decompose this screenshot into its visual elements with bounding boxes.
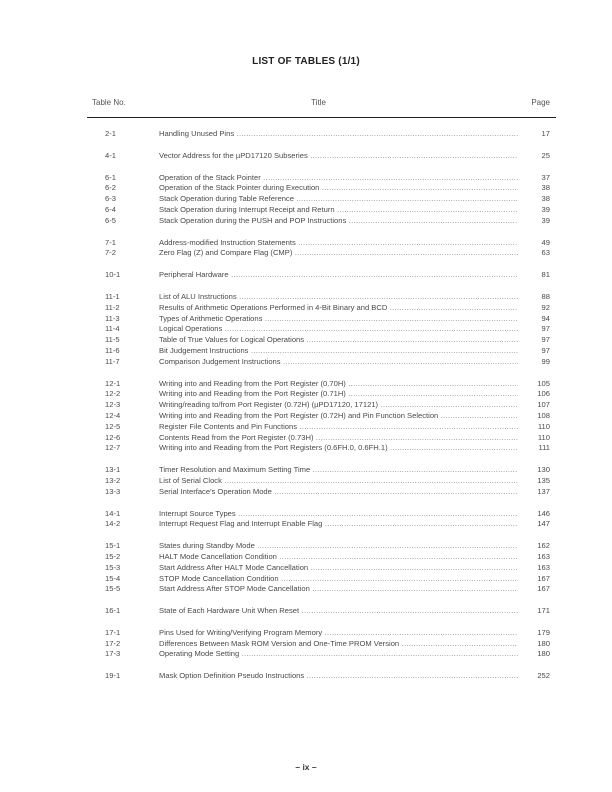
table-row[interactable] (0, 649, 612, 660)
table-row[interactable] (0, 314, 612, 325)
table-number: 16-1 (105, 606, 121, 616)
page-number-cell: 147 (537, 519, 550, 529)
page-number-cell: 252 (537, 671, 550, 681)
table-row[interactable] (0, 465, 612, 476)
page-number-cell: 88 (541, 291, 550, 301)
table-number: 15-2 (105, 551, 121, 561)
table-row[interactable] (0, 216, 612, 227)
table-title: Timer Resolution and Maximum Setting Time ..... (159, 465, 518, 476)
table-row[interactable] (0, 379, 612, 390)
table-title: Contents Read from the Port Register (0.73H) ..... (159, 433, 518, 444)
page-number-cell: 106 (537, 389, 550, 399)
table-row[interactable] (0, 422, 612, 433)
table-number: 15-4 (105, 573, 121, 583)
table-group (0, 238, 612, 260)
table-number: 19-1 (105, 671, 121, 681)
table-row[interactable] (0, 487, 612, 498)
page-number-cell: 108 (537, 410, 550, 420)
table-row[interactable] (0, 519, 612, 530)
table-number: 6-2 (105, 183, 116, 193)
table-list (0, 129, 612, 693)
table-row[interactable] (0, 238, 612, 249)
table-number: 14-1 (105, 508, 121, 518)
table-number: 11-5 (105, 335, 120, 345)
table-row[interactable] (0, 389, 612, 400)
table-row[interactable] (0, 476, 612, 487)
page-number-cell: 105 (537, 378, 550, 388)
table-row[interactable] (0, 574, 612, 585)
table-title: Table of True Values for Logical Operations ..... (159, 335, 518, 346)
page-number-cell: 17 (541, 129, 550, 138)
table-row[interactable] (0, 270, 612, 281)
table-row[interactable] (0, 151, 612, 162)
table-title: Mask Option Definition Pseudo Instructions ..... (159, 671, 518, 682)
table-title: STOP Mode Cancellation Condition ..... (159, 574, 518, 585)
table-title: State of Each Hardware Unit When Reset ..... (159, 606, 518, 617)
table-group (0, 129, 612, 140)
table-group (0, 173, 612, 227)
page-number-cell: 25 (541, 150, 550, 160)
table-number: 11-6 (105, 345, 120, 355)
table-group (0, 379, 612, 455)
table-title: Stack Operation during the PUSH and POP Instructions ..... (159, 216, 518, 227)
page-number-cell: 167 (537, 573, 550, 583)
page-number-cell: 49 (541, 237, 550, 247)
page-number-cell: 180 (537, 638, 550, 648)
table-title: Stack Operation during Interrupt Receipt and Return ..... (159, 205, 518, 216)
table-number: 12-3 (105, 400, 121, 410)
page-number-cell: 97 (541, 335, 550, 345)
table-title: Operation of the Stack Pointer ..... (159, 173, 518, 184)
table-row[interactable] (0, 324, 612, 335)
table-row[interactable] (0, 173, 612, 184)
table-number: 6-1 (105, 172, 116, 182)
page-number-cell: 180 (537, 649, 550, 659)
page-number-cell: 63 (541, 248, 550, 258)
page-number-cell: 163 (537, 551, 550, 561)
page-number-cell: 167 (537, 584, 550, 594)
page-number-cell: 97 (541, 324, 550, 334)
table-title: Peripheral Hardware ..... (159, 270, 518, 281)
table-row[interactable] (0, 400, 612, 411)
table-title: Start Address After HALT Mode Cancellation ..... (159, 563, 518, 574)
page-number-cell: 110 (537, 421, 550, 431)
table-group (0, 270, 612, 281)
page-number-cell: 146 (537, 508, 550, 518)
table-number: 11-1 (105, 291, 120, 301)
page-number-cell: 81 (541, 270, 550, 280)
table-row[interactable] (0, 303, 612, 314)
table-title: Writing/reading to/from Port Register (0.72H) (µPD17120, 17121) ..... (159, 400, 518, 411)
table-row[interactable] (0, 194, 612, 205)
table-number: 15-1 (105, 541, 121, 551)
page-number-cell: 37 (541, 172, 550, 182)
table-title: Stack Operation during Table Reference ..... (159, 194, 518, 205)
table-title: Writing into and Reading from the Port Register (0.70H) ..... (159, 379, 518, 390)
table-number: 11-3 (105, 313, 120, 323)
table-number: 11-2 (105, 302, 120, 312)
header-rule (87, 117, 556, 118)
page-number-cell: 137 (537, 486, 550, 496)
table-group (0, 671, 612, 682)
page-number-cell: 39 (541, 215, 550, 225)
header-page: Page (531, 98, 550, 107)
page-number-cell: 111 (538, 443, 550, 453)
table-number: 6-3 (105, 194, 116, 204)
page-number-cell: 171 (537, 606, 550, 616)
page-number-cell: 99 (541, 356, 550, 366)
table-group (0, 509, 612, 531)
page-title: LIST OF TABLES (1/1) (252, 56, 360, 67)
table-number: 13-2 (105, 475, 121, 485)
table-row[interactable] (0, 248, 612, 259)
table-row[interactable] (0, 129, 612, 140)
table-title: Results of Arithmetic Operations Performed in 4-Bit Binary and BCD ..... (159, 303, 518, 314)
table-row[interactable] (0, 433, 612, 444)
table-title: Writing into and Reading from the Port Registers (0.6FH.0, 0.6FH.1) ..... (159, 443, 518, 454)
table-number: 10-1 (105, 270, 121, 280)
table-row[interactable] (0, 628, 612, 639)
table-number: 17-3 (105, 649, 121, 659)
table-row[interactable] (0, 509, 612, 520)
table-row[interactable] (0, 639, 612, 650)
header-title: Title (311, 98, 326, 107)
table-row[interactable] (0, 552, 612, 563)
table-number: 13-1 (105, 465, 121, 475)
table-group (0, 292, 612, 368)
table-title: Serial Interface's Operation Mode ..... (159, 487, 518, 498)
page-number-cell: 163 (537, 562, 550, 572)
table-title: Interrupt Source Types ..... (159, 509, 518, 520)
page-number-cell: 107 (537, 400, 550, 410)
table-title: Types of Arithmetic Operations ..... (159, 314, 518, 325)
table-number: 2-1 (105, 129, 116, 138)
table-title: Handling Unused Pins ..... (159, 129, 518, 140)
page-number-cell: 130 (537, 465, 550, 475)
page-number-cell: 39 (541, 204, 550, 214)
page-number-cell: 38 (541, 183, 550, 193)
table-row[interactable] (0, 563, 612, 574)
page-number: – ix – (295, 762, 317, 772)
table-number: 11-4 (105, 324, 120, 334)
table-number: 12-6 (105, 432, 121, 442)
table-row[interactable] (0, 541, 612, 552)
table-group (0, 151, 612, 162)
table-number: 7-2 (105, 248, 116, 258)
table-group (0, 628, 612, 660)
table-row[interactable] (0, 606, 612, 617)
page-number-cell: 97 (541, 345, 550, 355)
table-row[interactable] (0, 671, 612, 682)
table-group (0, 541, 612, 595)
table-title: Differences Between Mask ROM Version and One-Time PROM Version ..... (159, 639, 518, 650)
table-row[interactable] (0, 584, 612, 595)
table-number: 15-3 (105, 562, 121, 572)
page-number-cell: 38 (541, 194, 550, 204)
table-title: Address-modified Instruction Statements ..... (159, 238, 518, 249)
table-row[interactable] (0, 443, 612, 454)
table-header (86, 98, 551, 112)
table-title: States during Standby Mode ..... (159, 541, 518, 552)
table-title: HALT Mode Cancellation Condition ..... (159, 552, 518, 563)
table-group (0, 465, 612, 497)
table-row[interactable] (0, 411, 612, 422)
header-table-no: Table No. (92, 98, 126, 107)
table-number: 12-2 (105, 389, 121, 399)
table-title: Operating Mode Setting ..... (159, 649, 518, 660)
table-title: Writing into and Reading from the Port Register (0.72H) and Pin Function Selection ..... (159, 411, 518, 422)
table-title: Writing into and Reading from the Port Register (0.71H) ..... (159, 389, 518, 400)
table-row[interactable] (0, 292, 612, 303)
table-number: 11-7 (105, 356, 120, 366)
table-number: 12-4 (105, 410, 121, 420)
table-group (0, 606, 612, 617)
table-number: 12-7 (105, 443, 121, 453)
table-number: 17-1 (105, 627, 121, 637)
table-number: 17-2 (105, 638, 121, 648)
table-row[interactable] (0, 357, 612, 368)
table-number: 6-5 (105, 215, 116, 225)
table-title: Pins Used for Writing/Verifying Program Memory ..... (159, 628, 518, 639)
table-row[interactable] (0, 346, 612, 357)
table-title: List of ALU Instructions ..... (159, 292, 518, 303)
table-number: 4-1 (105, 150, 116, 160)
table-number: 15-5 (105, 584, 121, 594)
table-number: 12-5 (105, 421, 121, 431)
page-number-cell: 110 (537, 432, 550, 442)
table-title: Zero Flag (Z) and Compare Flag (CMP) ..... (159, 248, 518, 259)
table-row[interactable] (0, 183, 612, 194)
table-title: Operation of the Stack Pointer during Execution ..... (159, 183, 518, 194)
page-number-cell: 94 (541, 313, 550, 323)
table-number: 13-3 (105, 486, 121, 496)
page-number-cell: 92 (541, 302, 550, 312)
table-title: Vector Address for the µPD17120 Subseries ..... (159, 151, 518, 162)
table-title: Logical Operations ..... (159, 324, 518, 335)
table-title: Interrupt Request Flag and Interrupt Enable Flag ..... (159, 519, 518, 530)
table-number: 14-2 (105, 519, 121, 529)
table-row[interactable] (0, 205, 612, 216)
table-number: 7-1 (105, 237, 116, 247)
page-number-cell: 135 (537, 475, 550, 485)
table-title: Comparison Judgement Instructions ..... (159, 357, 518, 368)
page-number-cell: 179 (537, 627, 550, 637)
table-number: 12-1 (105, 378, 121, 388)
table-title: Register File Contents and Pin Functions ..... (159, 422, 518, 433)
table-row[interactable] (0, 335, 612, 346)
table-title: List of Serial Clock ..... (159, 476, 518, 487)
table-title: Bit Judgement Instructions ..... (159, 346, 518, 357)
table-number: 6-4 (105, 204, 116, 214)
page-number-cell: 162 (537, 541, 550, 551)
table-title: Start Address After STOP Mode Cancellation ..... (159, 584, 518, 595)
